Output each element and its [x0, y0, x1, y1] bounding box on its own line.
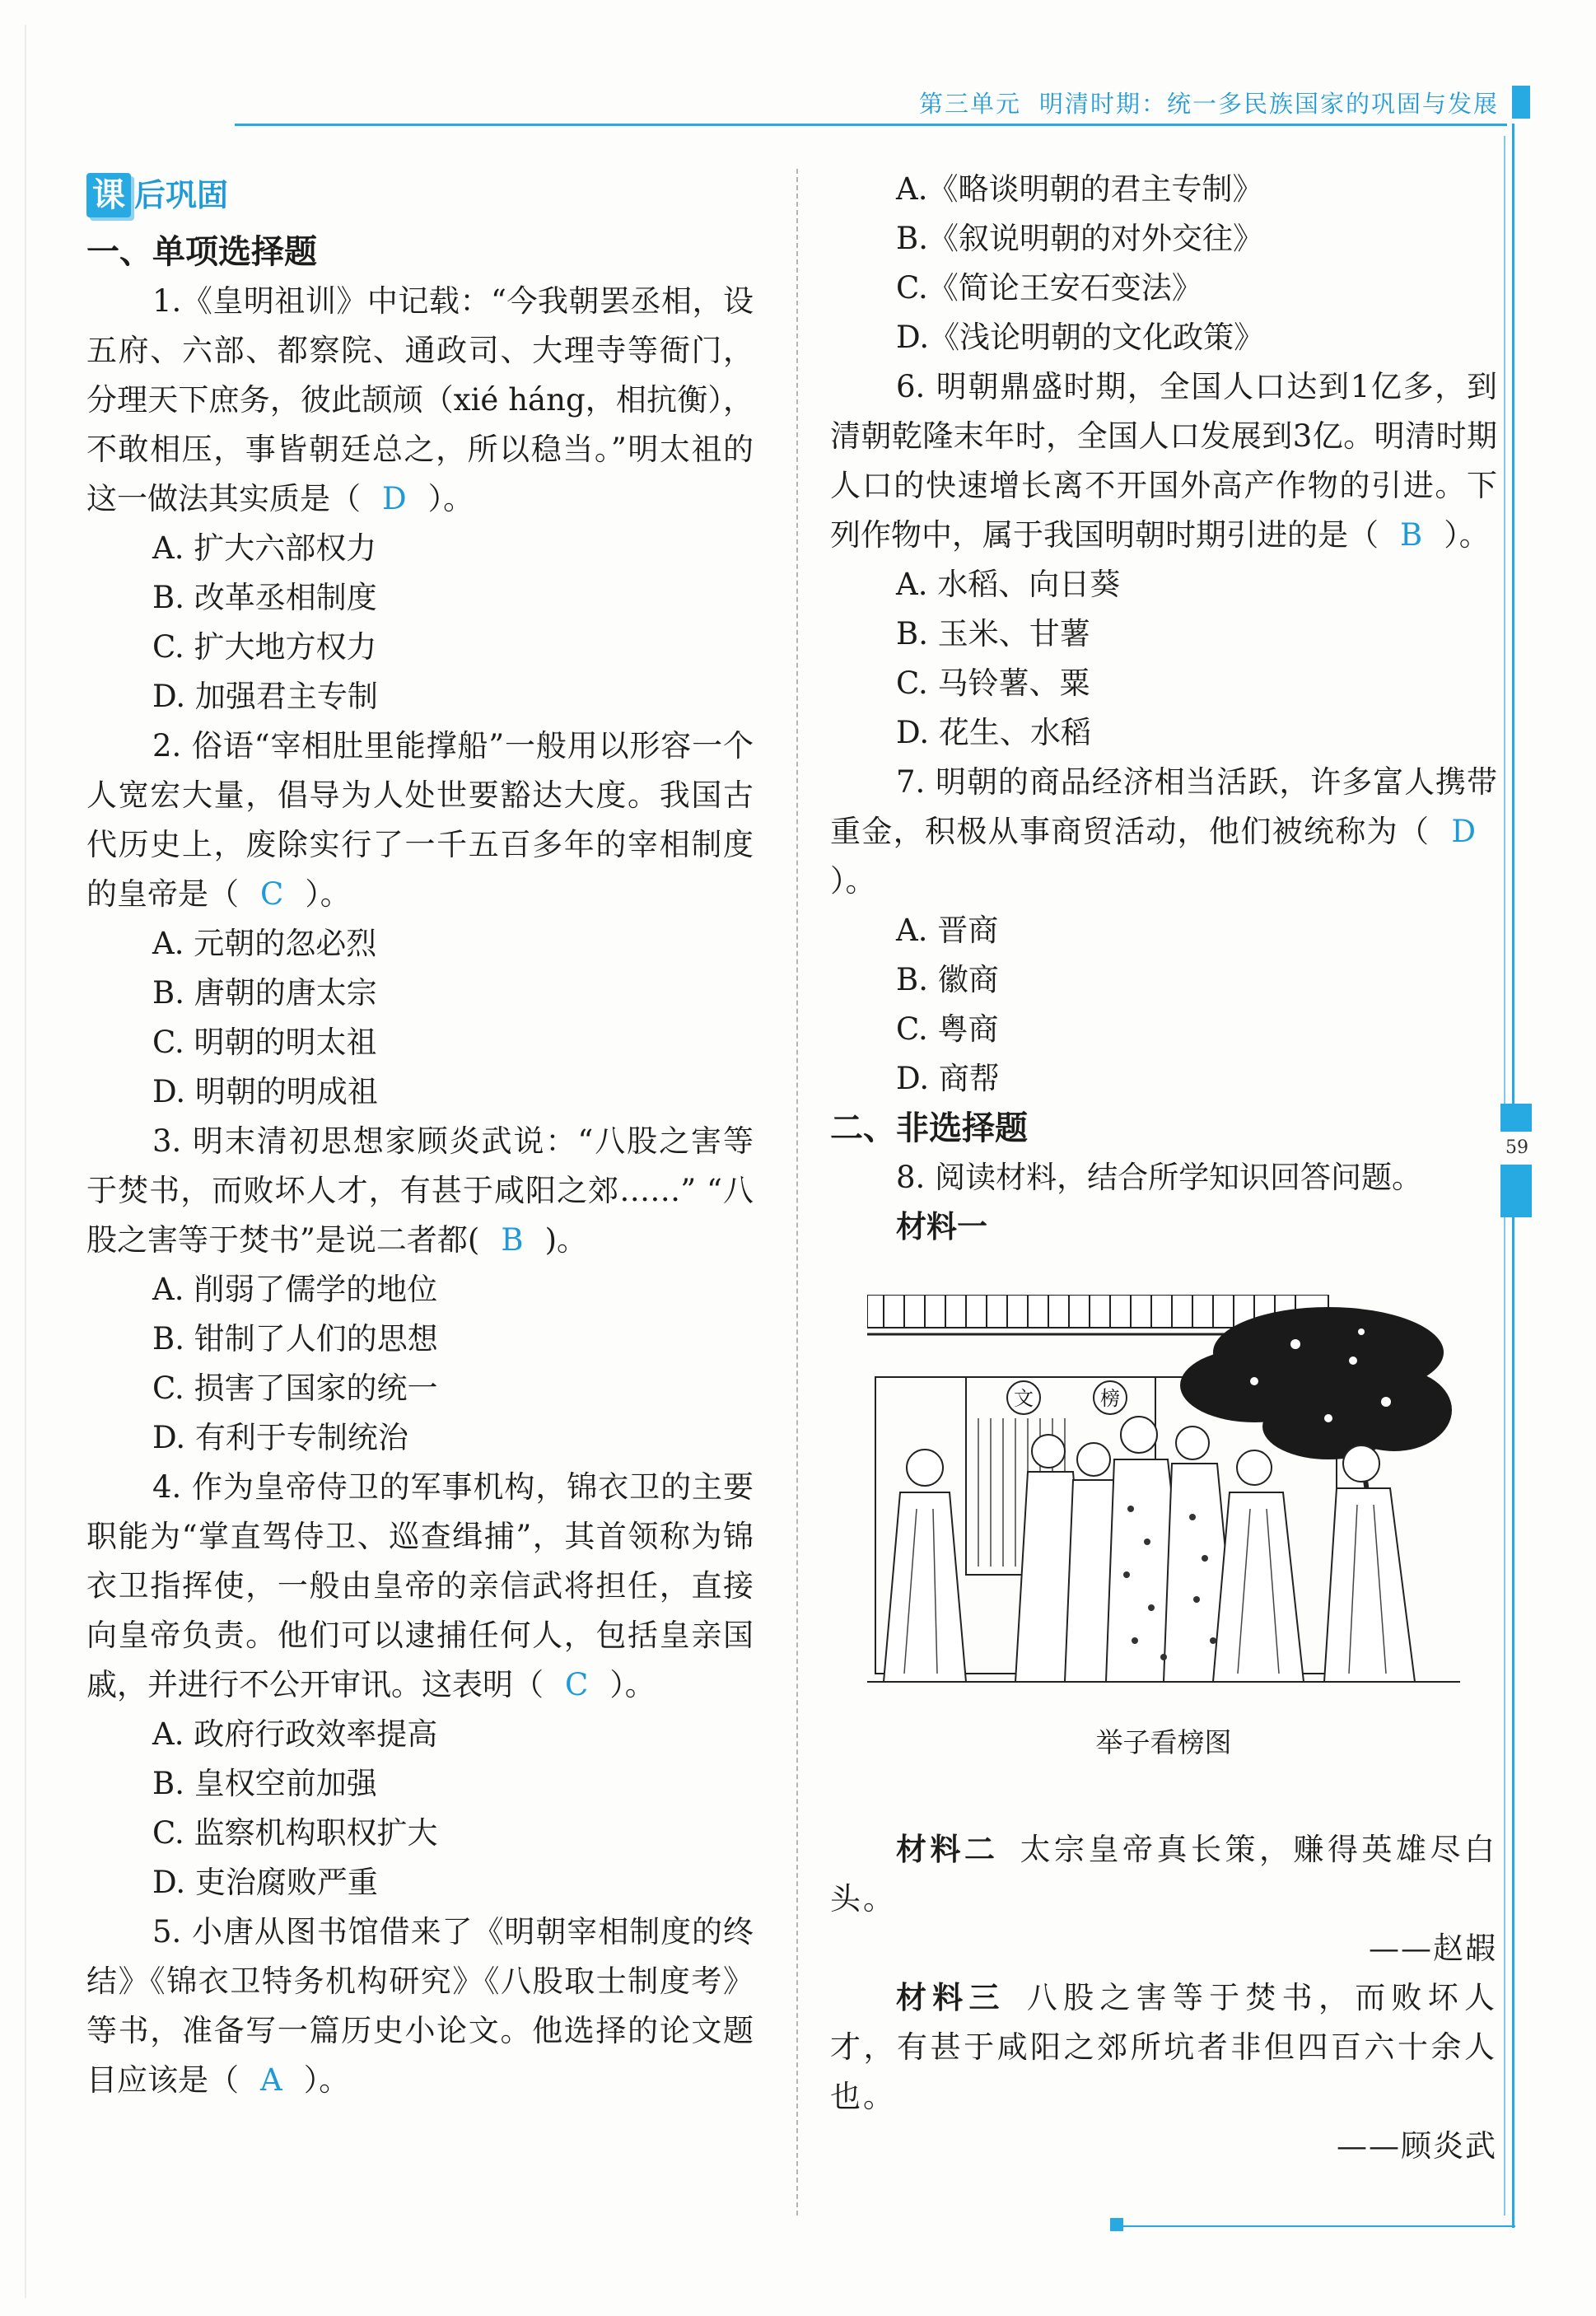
illustration-caption: 举子看榜图 — [1095, 1726, 1232, 1758]
q5-option-a: A.《略谈明朝的君主专制》 — [896, 171, 1263, 207]
q1-option-d: D. 加强君主专制 — [152, 679, 378, 714]
q2-option-b: B. 唐朝的唐太宗 — [152, 975, 377, 1011]
question-6-stem — [830, 362, 1497, 560]
q1-answer: D — [382, 481, 407, 516]
q1-option-b: B. 改革丞相制度 — [152, 580, 377, 615]
q6-stem-text: 6. 明朝鼎盛时期，全国人口达到1亿多，到清朝乾隆末年时，全国人口发展到3亿。明清时期人口的快速增长离不开国外高产作物的引进。下列作物中，属于我国明朝时期引进的是（ — [830, 369, 1497, 553]
q2-stem-end: ）。 — [305, 876, 351, 912]
material-3-source: ——顾炎武 — [1337, 2128, 1497, 2164]
q5-answer: A — [260, 2062, 282, 2098]
material-2-text: 太宗皇帝真长策，赚得英雄尽白头。 — [830, 1832, 1497, 1917]
material-2 — [830, 1825, 1497, 1924]
material-3 — [830, 1973, 1497, 2122]
header-unit: 第三单元 — [918, 90, 1021, 118]
right-column — [830, 165, 1497, 2171]
q6-option-d: D. 花生、水稻 — [896, 715, 1091, 750]
q6-answer: B — [1400, 517, 1423, 553]
sign-left-char: 文 — [1014, 1387, 1034, 1410]
q2-option-a: A. 元朝的忽必烈 — [152, 926, 377, 961]
question-8-stem: 8. 阅读材料，结合所学知识回答问题。 — [896, 1160, 1423, 1195]
material-3-label: 材料三 — [896, 1980, 1006, 2015]
q4-stem-text: 4. 作为皇帝侍卫的军事机构，锦衣卫的主要职能为“掌直驾侍卫、巡查缉捕”，其首领称为锦衣卫指挥使，一般由皇帝的亲信武将担任，直接向皇帝负责。他们可以逮捕任何人，包括皇亲国戚，并进行不公开审讯。这表明（ — [86, 1469, 754, 1702]
q3-option-d: D. 有利于专制统治 — [152, 1420, 408, 1455]
q6-option-b: B. 玉米、甘薯 — [896, 616, 1090, 651]
sign-right-char: 榜 — [1100, 1387, 1120, 1410]
column-divider — [796, 169, 798, 2216]
q3-stem-end: )。 — [544, 1222, 587, 1258]
footer-square — [1110, 2218, 1123, 2231]
q2-stem-text: 2. 俗语“宰相肚里能撑船”一般用以形容一个人宽宏大量，倡导为人处世要豁达大度。我国古代历史上，废除实行了一千五百多年的宰相制度的皇帝是（ — [86, 728, 754, 912]
part2-heading: 二、非选择题 — [830, 1109, 1028, 1147]
q4-answer: C — [565, 1667, 589, 1702]
question-4-stem — [86, 1463, 754, 1710]
q1-stem-text: 1.《皇明祖训》中记载：“今我朝罢丞相，设五府、六部、都察院、通政司、大理寺等衙门，分理天下庶务，彼此颉颃（xié háng，相抗衡），不敢相压，事皆朝廷总之，所以稳当。”明太祖的这一做法其实质是（ — [86, 283, 754, 516]
q5-stem-text: 5. 小唐从图书馆借来了《明朝宰相制度的终结》《锦衣卫特务机构研究》《八股取士制度考》等书，准备写一篇历史小论文。他选择的论文题目应该是（ — [86, 1914, 754, 2098]
part1-heading: 一、单项选择题 — [86, 233, 317, 271]
question-7-stem — [830, 758, 1497, 906]
q4-option-d: D. 吏治腐败严重 — [152, 1865, 378, 1900]
question-1-stem — [86, 277, 754, 524]
running-header — [901, 86, 1499, 119]
scholars-reading-list-illustration — [867, 1295, 1460, 1707]
q1-option-a: A. 扩大六部权力 — [152, 530, 377, 566]
material-1-label: 材料一 — [896, 1209, 987, 1244]
illustration-drawing — [867, 1295, 1460, 1707]
question-3-stem — [86, 1117, 754, 1265]
q1-option-c: C. 扩大地方权力 — [152, 629, 377, 665]
q4-option-b: B. 皇权空前加强 — [152, 1766, 377, 1801]
q4-option-c: C. 监察机构职权扩大 — [152, 1815, 438, 1851]
question-5-stem — [86, 1907, 754, 2105]
q7-option-d: D. 商帮 — [896, 1061, 1000, 1096]
q3-option-c: C. 损害了国家的统一 — [152, 1370, 438, 1406]
material-2-label: 材料二 — [896, 1832, 999, 1867]
q7-option-b: B. 徽商 — [896, 962, 999, 997]
q2-option-d: D. 明朝的明成祖 — [152, 1074, 378, 1109]
q5-option-b: B.《叙说明朝的对外交往》 — [896, 221, 1263, 256]
q7-stem-text: 7. 明朝的商品经济相当活跃，许多富人携带重金，积极从事商贸活动，他们被统称为（ — [830, 764, 1497, 849]
page-number: 59 — [1496, 1132, 1538, 1165]
section-badge — [86, 165, 754, 226]
q2-option-c: C. 明朝的明太祖 — [152, 1025, 377, 1060]
q4-stem-end: ）。 — [609, 1667, 656, 1702]
q7-option-c: C. 粤商 — [896, 1011, 999, 1047]
q7-option-a: A. 晋商 — [896, 913, 999, 948]
q6-option-a: A. 水稻、向日葵 — [896, 567, 1121, 602]
q7-stem-end: ）。 — [830, 863, 876, 899]
q3-option-b: B. 钳制了人们的思想 — [152, 1321, 438, 1356]
q4-option-a: A. 政府行政效率提高 — [152, 1716, 438, 1752]
left-column — [86, 165, 754, 2105]
section-badge-text: 后巩固 — [134, 177, 229, 213]
q3-answer: B — [501, 1222, 524, 1258]
material-3-text: 八股之害等于焚书，而败坏人才，有甚于咸阳之郊所坑者非但四百六十余人也。 — [830, 1980, 1498, 2114]
header-rule — [235, 124, 1507, 126]
lesson-badge-icon: 课 — [86, 173, 131, 217]
q5-option-d: D.《浅论明朝的文化政策》 — [896, 320, 1265, 355]
header-title: 明清时期：统一多民族国家的巩固与发展 — [1038, 90, 1499, 118]
q7-answer: D — [1451, 814, 1476, 849]
q3-option-a: A. 削弱了儒学的地位 — [152, 1272, 438, 1307]
q5-stem-end: ）。 — [303, 2062, 350, 2098]
q5-option-c: C.《简论王安石变法》 — [896, 270, 1202, 306]
q6-stem-end: ）。 — [1444, 517, 1490, 553]
q2-answer: C — [260, 876, 284, 912]
header-accent-bar — [1512, 86, 1530, 119]
q3-stem-text: 3. 明末清初思想家顾炎武说：“八股之害等于焚书，而败坏人才，有甚于咸阳之郊……” “八股之害等于焚书”是说二者都( — [86, 1123, 754, 1258]
page-tab-bottom — [1500, 1168, 1532, 1217]
q6-option-c: C. 马铃薯、粟 — [896, 665, 1090, 701]
material-2-source: ——赵嘏 — [1369, 1931, 1497, 1966]
footer-rule — [1112, 2225, 1515, 2227]
q1-stem-end: ）。 — [427, 481, 474, 516]
question-2-stem — [86, 721, 754, 919]
